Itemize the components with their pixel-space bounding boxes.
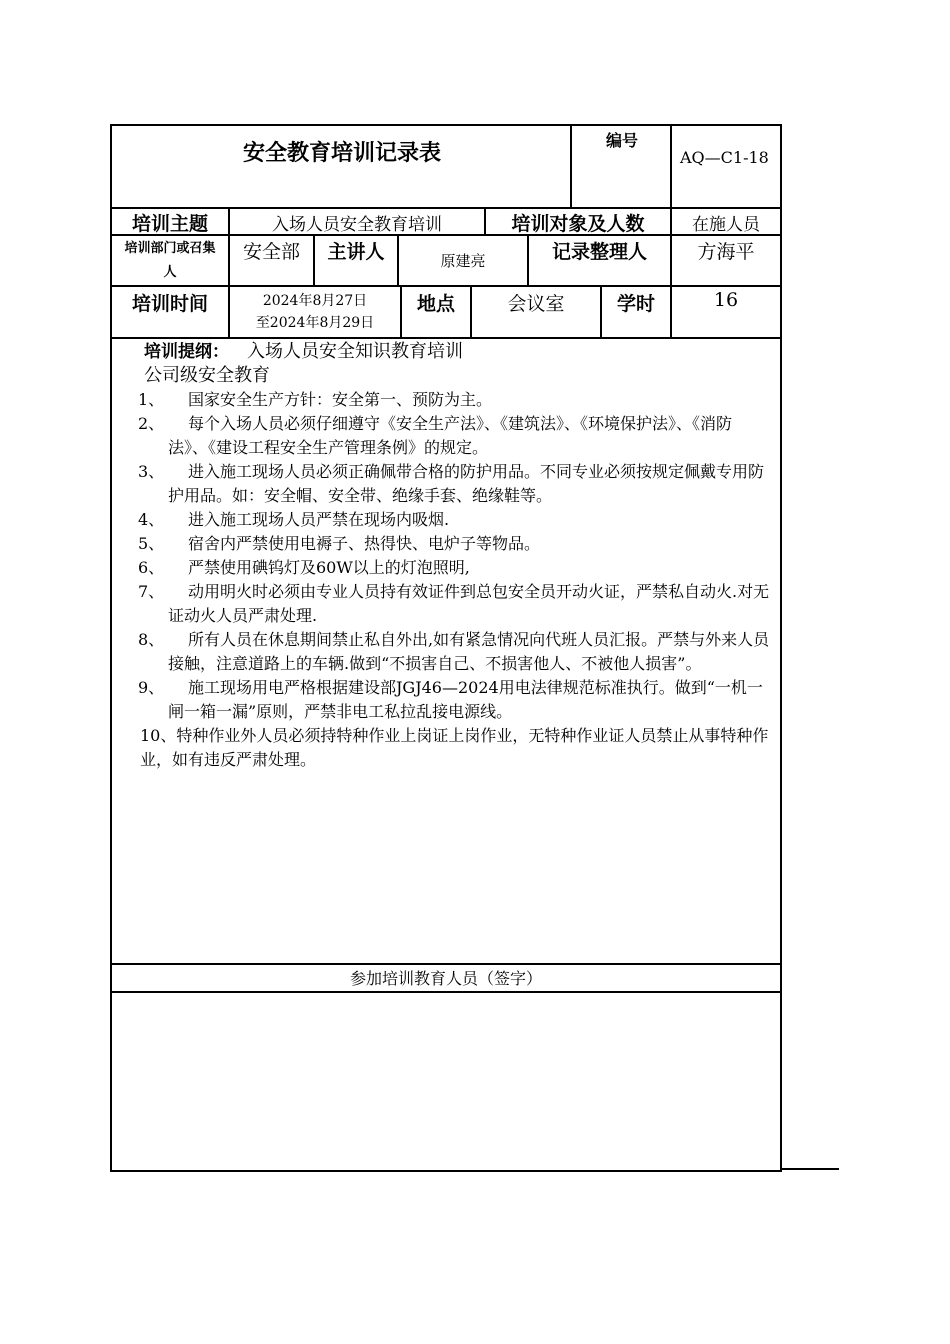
outline-header bbox=[112, 340, 780, 364]
list-item bbox=[112, 412, 780, 460]
location-value: 会议室 bbox=[507, 293, 565, 315]
item-number: 5、 bbox=[138, 534, 165, 553]
list-item bbox=[112, 532, 780, 556]
topic-label: 培训主题 bbox=[131, 213, 208, 235]
serial-label: 编号 bbox=[605, 131, 638, 150]
topic-value: 入场人员安全教育培训 bbox=[272, 215, 442, 235]
list-item bbox=[112, 580, 780, 628]
speaker-label: 主讲人 bbox=[327, 241, 385, 263]
recorder-value: 方海平 bbox=[697, 241, 755, 263]
list-item bbox=[112, 508, 780, 532]
item-text: 国家安全生产方针：安全第一、预防为主。 bbox=[188, 390, 493, 409]
serial-value: AQ—C1-18 bbox=[680, 148, 769, 167]
item-number: 1、 bbox=[138, 390, 165, 409]
item-text: 严禁使用碘钨灯及60W以上的灯泡照明, bbox=[188, 558, 470, 577]
item-number: 2、 bbox=[138, 414, 165, 433]
time-value-end: 至2024年8月29日 bbox=[255, 315, 375, 331]
list-item bbox=[112, 628, 780, 676]
grid-line bbox=[670, 124, 672, 209]
item-text: 进入施工现场人员必须正确佩带合格的防护用品。不同专业必须按规定佩戴专用防护用品。如：安全帽、安全带、绝缘手套、绝缘鞋等。 bbox=[168, 462, 765, 505]
list-item bbox=[112, 460, 780, 508]
item-text: 宿舍内严禁使用电褥子、热得快、电炉子等物品。 bbox=[188, 534, 541, 553]
list-item bbox=[112, 556, 780, 580]
training-outline bbox=[112, 340, 780, 772]
recorder-label: 记录整理人 bbox=[551, 241, 647, 263]
grid-line bbox=[110, 285, 782, 287]
list-item bbox=[112, 676, 780, 724]
hours-label: 学时 bbox=[616, 293, 655, 315]
item-number: 3、 bbox=[138, 462, 165, 481]
item-number: 4、 bbox=[138, 510, 165, 529]
item-text: 进入施工现场人员严禁在现场内吸烟. bbox=[188, 510, 450, 529]
list-item-last: 10、特种作业外人员必须持特种作业上岗证上岗作业，无特种作业证人员禁止从事特种作业，如有违反严肃处理。 bbox=[140, 726, 769, 769]
grid-line bbox=[110, 963, 782, 965]
time-value bbox=[230, 290, 400, 334]
time-label: 培训时间 bbox=[131, 293, 208, 315]
item-text: 动用明火时必须由专业人员持有效证件到总包安全员开动火证，严禁私自动火.对无证动火人员严肃处理. bbox=[168, 582, 770, 625]
item-number: 9、 bbox=[138, 678, 165, 697]
outline-label: 培训提纲： bbox=[144, 342, 229, 362]
audience-value: 在施人员 bbox=[692, 215, 760, 235]
time-value-start: 2024年8月27日 bbox=[262, 293, 368, 309]
hours-value: 16 bbox=[713, 289, 739, 311]
signers-label: 参加培训教育人员（签字） bbox=[349, 969, 542, 988]
item-text: 所有人员在休息期间禁止私自外出,如有紧急情况向代班人员汇报。严禁与外来人员接触，注意道路上的车辆.做到“不损害自己、不损害他人、不被他人损害”。 bbox=[168, 630, 770, 673]
grid-line bbox=[110, 337, 782, 339]
trailing-rule bbox=[780, 1168, 839, 1170]
signature-area[interactable] bbox=[112, 993, 780, 1168]
item-text: 每个入场人员必须仔细遵守《安全生产法》、《建筑法》、《环境保护法》、《消防法》、《建设工程安全生产管理条例》的规定。 bbox=[168, 414, 733, 457]
outline-items bbox=[112, 388, 780, 724]
outline-text: 入场人员安全知识教育培训 bbox=[247, 341, 463, 362]
item-text: 施工现场用电严格根据建设部JGJ46—2024用电法律规范标准执行。做到“一机一闸一箱一漏”原则，严禁非电工私拉乱接电源线。 bbox=[168, 678, 763, 721]
audience-label: 培训对象及人数 bbox=[511, 213, 645, 235]
location-label: 地点 bbox=[416, 293, 455, 315]
section-title: 公司级安全教育 bbox=[144, 365, 270, 386]
item-number: 8、 bbox=[138, 630, 165, 649]
list-item bbox=[112, 388, 780, 412]
dept-label: 培训部门或召集人 bbox=[124, 241, 216, 280]
speaker-value: 原建亮 bbox=[440, 252, 486, 270]
item-number: 7、 bbox=[138, 582, 165, 601]
form-title: 安全教育培训记录表 bbox=[242, 141, 441, 166]
dept-value: 安全部 bbox=[242, 241, 300, 263]
item-number: 6、 bbox=[138, 558, 165, 577]
